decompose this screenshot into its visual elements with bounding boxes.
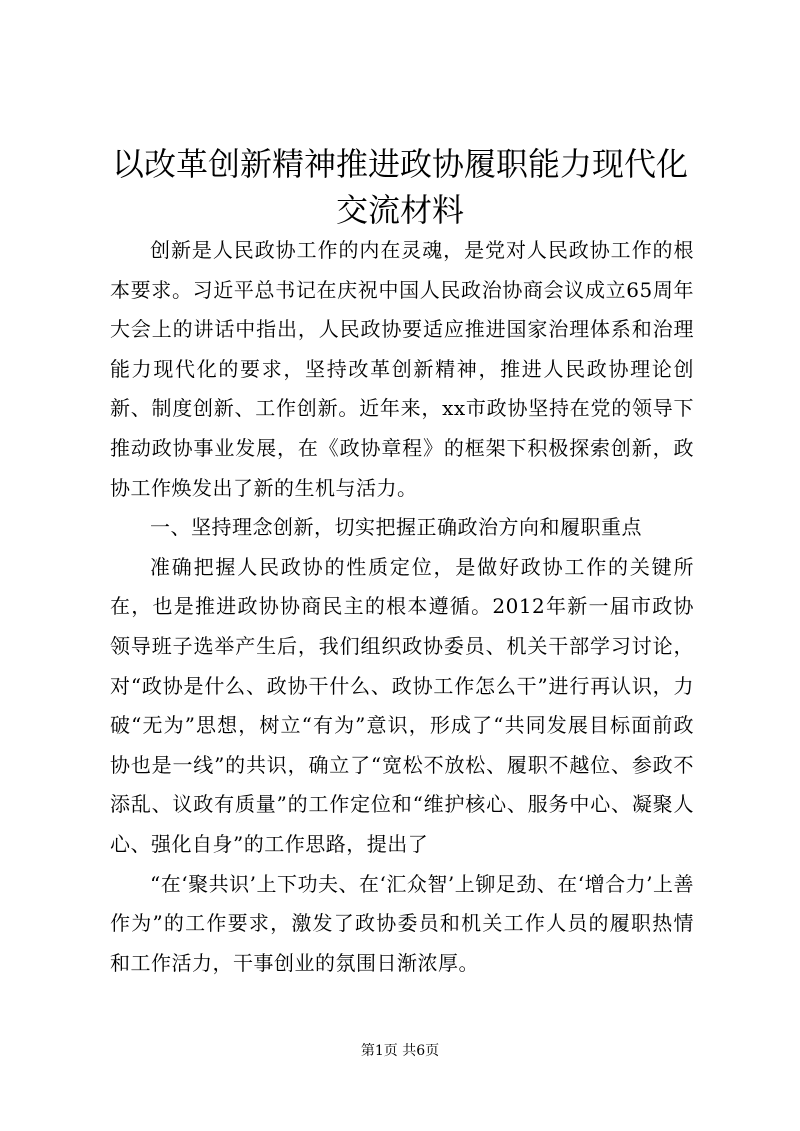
document-body [110,231,694,983]
page-footer: 第1页 共6页 [360,1043,440,1059]
section-heading: 一、坚持理念创新，切实把握正确政治方向和履职重点 [150,515,642,540]
paragraph-intro: 创新是人民政协工作的内在灵魂，是党对人民政协工作的根本要求。习近平总书记在庆祝中国人民政治协商会议成立65周年大会上的讲话中指出，人民政协要适应推进国家治理体系和治理能力现代化的要求，坚持改革创新精神，推进人民政协理论创新、制度创新、工作创新。近年来，xx市政协坚持在党的领导下推动政协事业发展，在《政协章程》的框架下积极探索创新，政协工作焕发出了新的生机与活力。 [110,238,694,500]
paragraph-requirements: “在‘聚共识’上下功夫、在‘汇众智’上铆足劲、在‘增合力’上善作为”的工作要求，激发了政协委员和机关工作人员的履职热情和工作活力，干事创业的氛围日渐浓厚。 [110,871,694,975]
document-title: 以改革创新精神推进政协履职能力现代化交流材料 [111,145,688,229]
paragraph-section-1: 准确把握人民政协的性质定位，是做好政协工作的关键所在，也是推进政协协商民主的根本遵循。2012年新一届市政协领导班子选举产生后，我们组织政协委员、机关干部学习讨论，对“政协是什么、政协干什么、政协工作怎么干”进行再认识，力破“无为”思想，树立“有为”意识，形成了“共同发展目标面前政协也是一线”的共识，确立了“宽松不放松、履职不越位、参政不添乱、议政有质量”的工作定位和“维护核心、服务中心、凝聚人心、强化自身”的工作思路，提出了 [110,554,694,856]
